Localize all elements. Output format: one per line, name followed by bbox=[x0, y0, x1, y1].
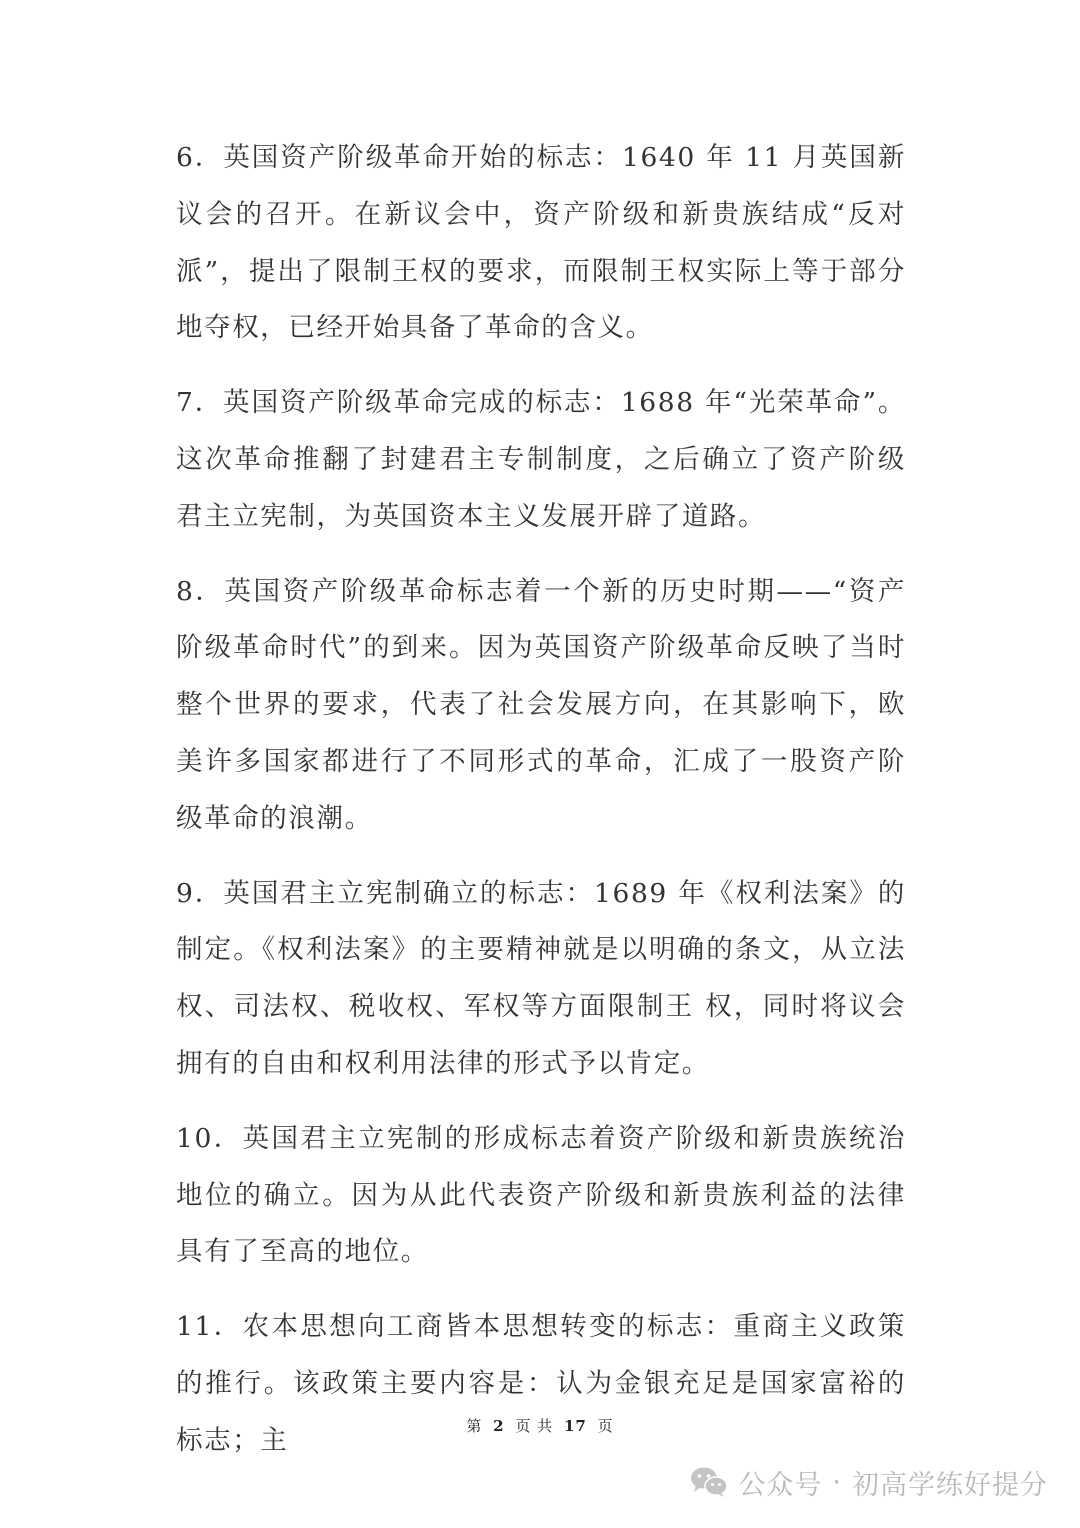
footer-suffix: 页 bbox=[597, 1417, 614, 1435]
watermark-separator: · bbox=[832, 1466, 842, 1498]
paragraph-10: 10．英国君主立宪制的形成标志着资产阶级和新贵族统治地位的确立。因为从此代表资产阶级和新贵族利益的法律具有了至高的地位。 bbox=[176, 1122, 906, 1268]
footer-middle: 页 共 bbox=[515, 1417, 554, 1435]
footer-prefix: 第 bbox=[466, 1417, 483, 1435]
paragraph-11: 11．农本思想向工商皆本思想转变的标志：重商主义政策的推行。该政策主要内容是：认为金银充足是国家富裕的标志；主 bbox=[176, 1311, 906, 1456]
watermark-account: 初高学练好提分 bbox=[852, 1469, 1048, 1501]
paragraph-6: 6．英国资产阶级革命开始的标志：1640 年 11 月英国新议会的召开。在新议会中，资产阶级和新贵族结成“反对派”，提出了限制王权的要求，而限制王权实际上等于部分地夺权，已经开始具备了革命的含义。 bbox=[176, 142, 906, 344]
footer-total-pages: 17 bbox=[563, 1417, 587, 1435]
wechat-icon bbox=[690, 1466, 728, 1498]
page-footer bbox=[0, 1415, 1080, 1436]
footer-page-number: 2 bbox=[493, 1417, 505, 1435]
document-body bbox=[176, 130, 906, 1488]
paragraph-8: 8．英国资产阶级革命标志着一个新的历史时期——“资产阶级革命时代”的到来。因为英国资产阶级革命反映了当时整个世界的要求，代表了社会发展方向，在其影响下，欧美许多国家都进行了不同形式的革命，汇成了一股资产阶级革命的浪潮。 bbox=[176, 575, 906, 834]
watermark-label: 公众号 bbox=[738, 1469, 823, 1501]
watermark bbox=[690, 1462, 1048, 1502]
paragraph-9: 9．英国君主立宪制确立的标志：1689 年《权利法案》的制定。《权利法案》的主要精神就是以明确的条文，从立法权、司法权、税收权、军权等方面限制王 权，同时将议会拥有的自由和权利用法律的形式予以肯定。 bbox=[176, 877, 906, 1079]
paragraph-7: 7．英国资产阶级革命完成的标志：1688 年“光荣革命”。这次革命推翻了封建君主专制制度，之后确立了资产阶级君主立宪制，为英国资本主义发展开辟了道路。 bbox=[176, 387, 906, 532]
